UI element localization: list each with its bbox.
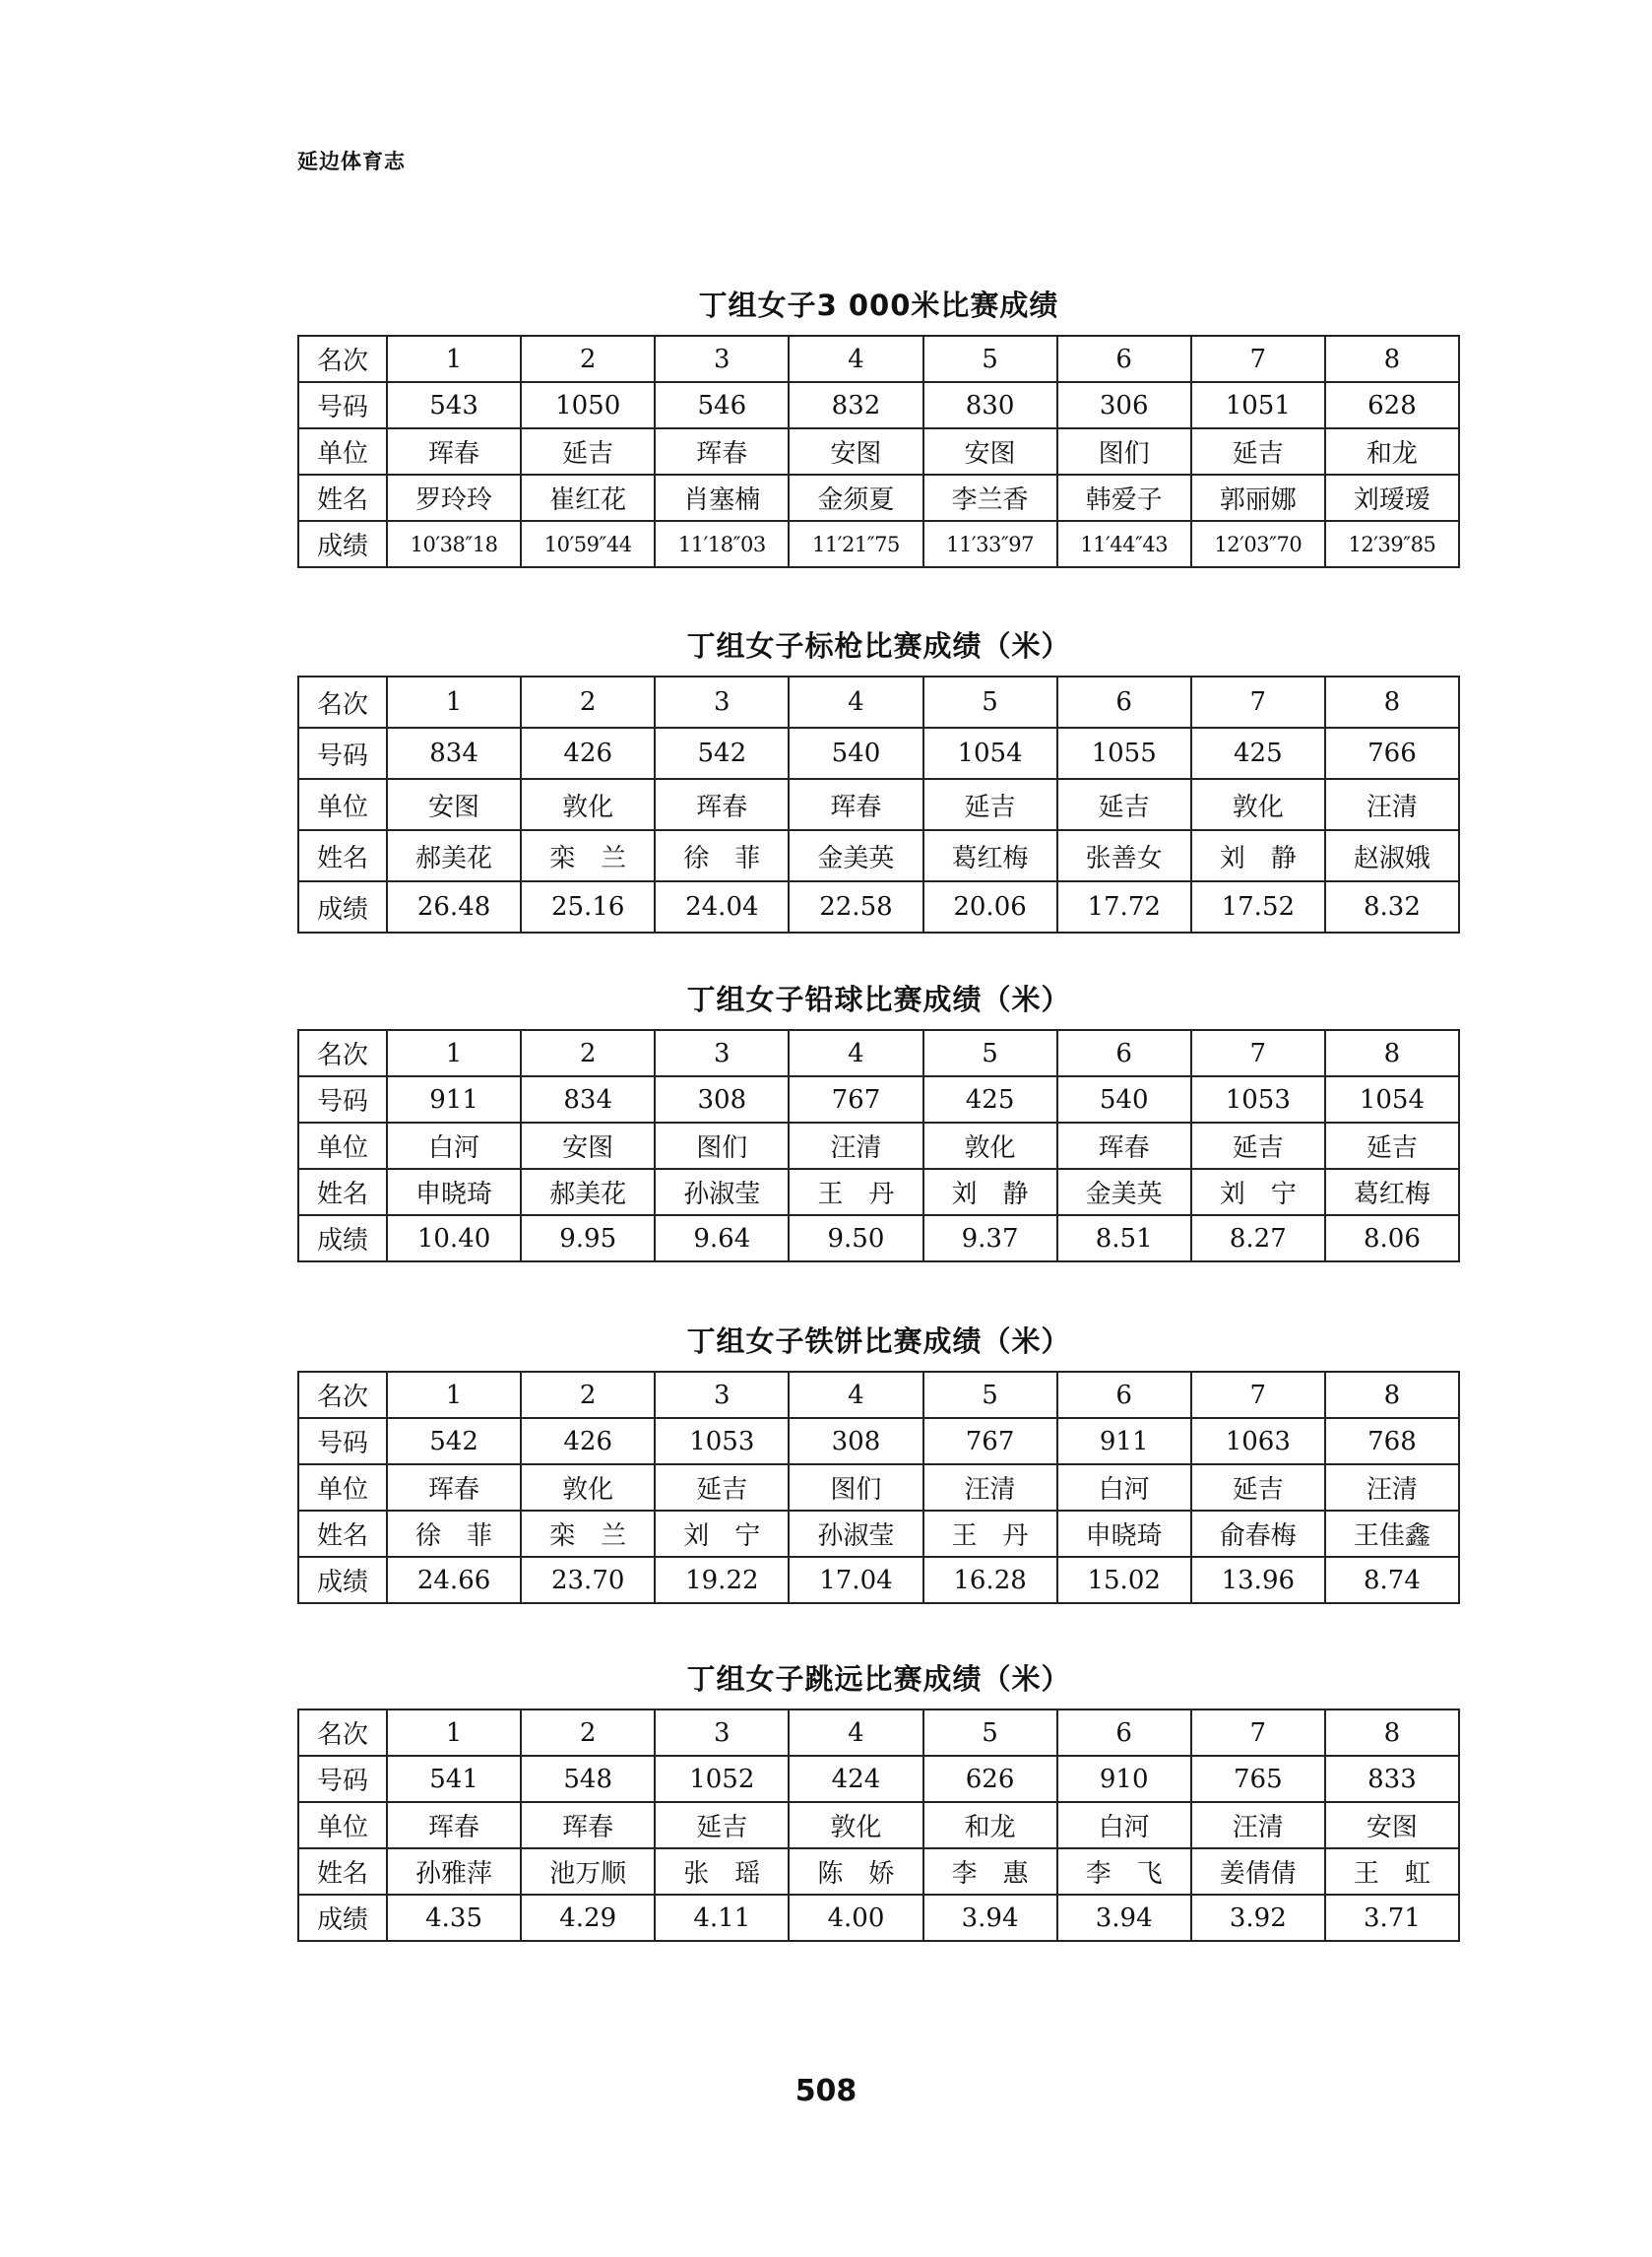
unit-cell: 延吉 bbox=[1191, 428, 1325, 475]
unit-cell: 珲春 bbox=[387, 1464, 521, 1511]
result-cell: 26.48 bbox=[387, 881, 521, 933]
number-cell: 540 bbox=[1057, 1076, 1191, 1123]
unit-cell: 延吉 bbox=[1057, 779, 1191, 830]
row-label-unit: 单位 bbox=[298, 1802, 387, 1848]
number-cell: 1050 bbox=[521, 382, 655, 428]
number-row bbox=[298, 1076, 1459, 1123]
name-cell: 崔红花 bbox=[521, 475, 655, 521]
result-cell: 3.71 bbox=[1325, 1895, 1459, 1941]
unit-cell: 敦化 bbox=[1191, 779, 1325, 830]
result-cell: 9.95 bbox=[521, 1215, 655, 1261]
result-row bbox=[298, 1895, 1459, 1941]
number-cell: 425 bbox=[923, 1076, 1057, 1123]
name-cell: 赵淑娥 bbox=[1325, 830, 1459, 881]
rank-cell: 5 bbox=[923, 336, 1057, 382]
name-cell: 张 瑶 bbox=[655, 1848, 789, 1895]
unit-cell: 汪清 bbox=[1191, 1802, 1325, 1848]
row-label-name: 姓名 bbox=[298, 1169, 387, 1215]
rank-cell: 3 bbox=[655, 1372, 789, 1418]
row-label-number: 号码 bbox=[298, 1076, 387, 1123]
section-shot-put bbox=[297, 980, 1460, 1262]
rank-cell: 7 bbox=[1191, 677, 1325, 728]
number-cell: 833 bbox=[1325, 1756, 1459, 1802]
rank-cell: 8 bbox=[1325, 336, 1459, 382]
name-cell: 金须夏 bbox=[789, 475, 922, 521]
result-cell: 12′03″70 bbox=[1191, 521, 1325, 567]
section-title: 丁组女子标枪比赛成绩（米） bbox=[686, 629, 1071, 663]
result-row bbox=[298, 1557, 1459, 1603]
name-cell: 郝美花 bbox=[521, 1169, 655, 1215]
result-cell: 4.29 bbox=[521, 1895, 655, 1941]
rank-cell: 8 bbox=[1325, 1030, 1459, 1076]
rank-cell: 1 bbox=[387, 336, 521, 382]
rank-cell: 1 bbox=[387, 1372, 521, 1418]
number-cell: 765 bbox=[1191, 1756, 1325, 1802]
name-cell: 徐 菲 bbox=[387, 1511, 521, 1557]
name-cell: 申晓琦 bbox=[1057, 1511, 1191, 1557]
unit-cell: 珲春 bbox=[655, 779, 789, 830]
unit-cell: 安图 bbox=[923, 428, 1057, 475]
unit-cell: 延吉 bbox=[655, 1802, 789, 1848]
number-row bbox=[298, 1756, 1459, 1802]
number-cell: 1055 bbox=[1057, 728, 1191, 779]
name-cell: 徐 菲 bbox=[655, 830, 789, 881]
row-label-unit: 单位 bbox=[298, 1464, 387, 1511]
unit-cell: 安图 bbox=[789, 428, 922, 475]
row-label-result: 成绩 bbox=[298, 521, 387, 567]
rank-cell: 5 bbox=[923, 1709, 1057, 1756]
name-cell: 郭丽娜 bbox=[1191, 475, 1325, 521]
name-row bbox=[298, 830, 1459, 881]
result-cell: 9.64 bbox=[655, 1215, 789, 1261]
name-cell: 罗玲玲 bbox=[387, 475, 521, 521]
row-label-rank: 名次 bbox=[298, 1372, 387, 1418]
number-cell: 306 bbox=[1057, 382, 1191, 428]
result-row bbox=[298, 521, 1459, 567]
result-cell: 11′21″75 bbox=[789, 521, 922, 567]
rank-cell: 8 bbox=[1325, 1372, 1459, 1418]
rank-row bbox=[298, 1030, 1459, 1076]
row-label-rank: 名次 bbox=[298, 677, 387, 728]
result-cell: 17.52 bbox=[1191, 881, 1325, 933]
name-cell: 王 虹 bbox=[1325, 1848, 1459, 1895]
unit-row bbox=[298, 428, 1459, 475]
rank-cell: 8 bbox=[1325, 677, 1459, 728]
unit-cell: 和龙 bbox=[923, 1802, 1057, 1848]
row-label-name: 姓名 bbox=[298, 830, 387, 881]
number-cell: 425 bbox=[1191, 728, 1325, 779]
unit-cell: 图们 bbox=[655, 1123, 789, 1169]
number-cell: 548 bbox=[521, 1756, 655, 1802]
name-cell: 刘 宁 bbox=[655, 1511, 789, 1557]
unit-cell: 汪清 bbox=[1325, 1464, 1459, 1511]
rank-cell: 6 bbox=[1057, 336, 1191, 382]
number-row bbox=[298, 382, 1459, 428]
unit-cell: 延吉 bbox=[1191, 1123, 1325, 1169]
number-cell: 1063 bbox=[1191, 1418, 1325, 1464]
result-cell: 20.06 bbox=[923, 881, 1057, 933]
number-cell: 308 bbox=[789, 1418, 922, 1464]
rank-cell: 3 bbox=[655, 1030, 789, 1076]
rank-cell: 6 bbox=[1057, 1709, 1191, 1756]
result-cell: 4.00 bbox=[789, 1895, 922, 1941]
section-3000m bbox=[297, 286, 1460, 568]
name-row bbox=[298, 1169, 1459, 1215]
rank-row bbox=[298, 336, 1459, 382]
name-row bbox=[298, 1848, 1459, 1895]
row-label-rank: 名次 bbox=[298, 336, 387, 382]
result-cell: 23.70 bbox=[521, 1557, 655, 1603]
name-cell: 王 丹 bbox=[923, 1511, 1057, 1557]
number-cell: 1053 bbox=[655, 1418, 789, 1464]
unit-cell: 延吉 bbox=[923, 779, 1057, 830]
number-cell: 542 bbox=[387, 1418, 521, 1464]
number-cell: 1052 bbox=[655, 1756, 789, 1802]
section-title: 丁组女子铅球比赛成绩（米） bbox=[686, 983, 1071, 1016]
name-cell: 刘 静 bbox=[1191, 830, 1325, 881]
rank-cell: 7 bbox=[1191, 336, 1325, 382]
unit-cell: 汪清 bbox=[1325, 779, 1459, 830]
name-cell: 孙雅萍 bbox=[387, 1848, 521, 1895]
unit-cell: 延吉 bbox=[1191, 1464, 1325, 1511]
rank-cell: 7 bbox=[1191, 1709, 1325, 1756]
number-cell: 1051 bbox=[1191, 382, 1325, 428]
unit-cell: 延吉 bbox=[1325, 1123, 1459, 1169]
name-cell: 陈 娇 bbox=[789, 1848, 922, 1895]
unit-row bbox=[298, 1802, 1459, 1848]
result-cell: 8.27 bbox=[1191, 1215, 1325, 1261]
results-table bbox=[297, 676, 1460, 934]
result-row bbox=[298, 1215, 1459, 1261]
number-cell: 766 bbox=[1325, 728, 1459, 779]
name-cell: 王 丹 bbox=[789, 1169, 922, 1215]
number-cell: 1054 bbox=[923, 728, 1057, 779]
row-label-result: 成绩 bbox=[298, 881, 387, 933]
unit-row bbox=[298, 1464, 1459, 1511]
result-cell: 3.94 bbox=[923, 1895, 1057, 1941]
section-title: 丁组女子铁饼比赛成绩（米） bbox=[686, 1324, 1071, 1358]
rank-cell: 1 bbox=[387, 677, 521, 728]
result-cell: 8.06 bbox=[1325, 1215, 1459, 1261]
result-cell: 11′33″97 bbox=[923, 521, 1057, 567]
name-cell: 孙淑莹 bbox=[655, 1169, 789, 1215]
unit-cell: 汪清 bbox=[923, 1464, 1057, 1511]
result-cell: 9.50 bbox=[789, 1215, 922, 1261]
result-cell: 13.96 bbox=[1191, 1557, 1325, 1603]
unit-cell: 敦化 bbox=[521, 1464, 655, 1511]
rank-cell: 5 bbox=[923, 1372, 1057, 1418]
result-cell: 15.02 bbox=[1057, 1557, 1191, 1603]
result-cell: 19.22 bbox=[655, 1557, 789, 1603]
unit-cell: 珲春 bbox=[655, 428, 789, 475]
row-label-number: 号码 bbox=[298, 1418, 387, 1464]
result-cell: 4.11 bbox=[655, 1895, 789, 1941]
unit-cell: 和龙 bbox=[1325, 428, 1459, 475]
rank-cell: 2 bbox=[521, 1372, 655, 1418]
name-cell: 李 惠 bbox=[923, 1848, 1057, 1895]
row-label-name: 姓名 bbox=[298, 475, 387, 521]
number-cell: 834 bbox=[521, 1076, 655, 1123]
rank-cell: 5 bbox=[923, 677, 1057, 728]
name-cell: 葛红梅 bbox=[923, 830, 1057, 881]
rank-cell: 2 bbox=[521, 1030, 655, 1076]
result-cell: 4.35 bbox=[387, 1895, 521, 1941]
number-row bbox=[298, 1418, 1459, 1464]
name-cell: 李 飞 bbox=[1057, 1848, 1191, 1895]
result-cell: 8.51 bbox=[1057, 1215, 1191, 1261]
unit-cell: 白河 bbox=[1057, 1464, 1191, 1511]
row-label-result: 成绩 bbox=[298, 1557, 387, 1603]
unit-cell: 汪清 bbox=[789, 1123, 922, 1169]
results-table bbox=[297, 335, 1460, 568]
name-row bbox=[298, 475, 1459, 521]
rank-row bbox=[298, 1372, 1459, 1418]
number-cell: 767 bbox=[789, 1076, 922, 1123]
rank-cell: 4 bbox=[789, 1372, 922, 1418]
name-cell: 金美英 bbox=[789, 830, 922, 881]
result-cell: 22.58 bbox=[789, 881, 922, 933]
section-title: 丁组女子跳远比赛成绩（米） bbox=[686, 1662, 1071, 1696]
unit-cell: 敦化 bbox=[521, 779, 655, 830]
result-cell: 3.94 bbox=[1057, 1895, 1191, 1941]
unit-row bbox=[298, 779, 1459, 830]
section-title: 丁组女子3 000米比赛成绩 bbox=[698, 289, 1059, 322]
unit-cell: 安图 bbox=[521, 1123, 655, 1169]
name-cell: 韩爱子 bbox=[1057, 475, 1191, 521]
number-cell: 767 bbox=[923, 1418, 1057, 1464]
number-cell: 540 bbox=[789, 728, 922, 779]
number-cell: 832 bbox=[789, 382, 922, 428]
row-label-unit: 单位 bbox=[298, 1123, 387, 1169]
section-discus bbox=[297, 1322, 1460, 1604]
row-label-number: 号码 bbox=[298, 1756, 387, 1802]
number-cell: 426 bbox=[521, 1418, 655, 1464]
result-cell: 17.04 bbox=[789, 1557, 922, 1603]
number-cell: 1053 bbox=[1191, 1076, 1325, 1123]
section-long-jump bbox=[297, 1659, 1460, 1942]
rank-cell: 3 bbox=[655, 1709, 789, 1756]
name-cell: 李兰香 bbox=[923, 475, 1057, 521]
rank-cell: 4 bbox=[789, 1709, 922, 1756]
rank-cell: 2 bbox=[521, 677, 655, 728]
name-cell: 栾 兰 bbox=[521, 830, 655, 881]
unit-cell: 珲春 bbox=[521, 1802, 655, 1848]
rank-cell: 6 bbox=[1057, 1030, 1191, 1076]
result-cell: 17.72 bbox=[1057, 881, 1191, 933]
name-cell: 郝美花 bbox=[387, 830, 521, 881]
rank-cell: 4 bbox=[789, 336, 922, 382]
row-label-result: 成绩 bbox=[298, 1215, 387, 1261]
rank-cell: 3 bbox=[655, 336, 789, 382]
name-cell: 葛红梅 bbox=[1325, 1169, 1459, 1215]
number-cell: 911 bbox=[1057, 1418, 1191, 1464]
name-cell: 栾 兰 bbox=[521, 1511, 655, 1557]
result-cell: 16.28 bbox=[923, 1557, 1057, 1603]
row-label-rank: 名次 bbox=[298, 1709, 387, 1756]
unit-cell: 珲春 bbox=[387, 428, 521, 475]
results-table bbox=[297, 1709, 1460, 1942]
page-number: 508 bbox=[794, 2074, 858, 2108]
number-cell: 830 bbox=[923, 382, 1057, 428]
number-cell: 542 bbox=[655, 728, 789, 779]
result-cell: 8.32 bbox=[1325, 881, 1459, 933]
row-label-unit: 单位 bbox=[298, 428, 387, 475]
row-label-name: 姓名 bbox=[298, 1848, 387, 1895]
row-label-name: 姓名 bbox=[298, 1511, 387, 1557]
row-label-rank: 名次 bbox=[298, 1030, 387, 1076]
number-cell: 768 bbox=[1325, 1418, 1459, 1464]
result-cell: 10′38″18 bbox=[387, 521, 521, 567]
rank-cell: 2 bbox=[521, 336, 655, 382]
unit-cell: 图们 bbox=[1057, 428, 1191, 475]
rank-cell: 6 bbox=[1057, 677, 1191, 728]
name-cell: 刘瑷瑷 bbox=[1325, 475, 1459, 521]
result-cell: 12′39″85 bbox=[1325, 521, 1459, 567]
rank-cell: 1 bbox=[387, 1030, 521, 1076]
number-cell: 308 bbox=[655, 1076, 789, 1123]
unit-cell: 安图 bbox=[1325, 1802, 1459, 1848]
number-cell: 546 bbox=[655, 382, 789, 428]
number-cell: 424 bbox=[789, 1756, 922, 1802]
unit-cell: 珲春 bbox=[387, 1802, 521, 1848]
number-row bbox=[298, 728, 1459, 779]
rank-cell: 6 bbox=[1057, 1372, 1191, 1418]
result-row bbox=[298, 881, 1459, 933]
rank-cell: 7 bbox=[1191, 1372, 1325, 1418]
number-cell: 426 bbox=[521, 728, 655, 779]
result-cell: 24.66 bbox=[387, 1557, 521, 1603]
name-cell: 池万顺 bbox=[521, 1848, 655, 1895]
name-cell: 孙淑莹 bbox=[789, 1511, 922, 1557]
running-head: 延边体育志 bbox=[297, 150, 406, 173]
number-cell: 911 bbox=[387, 1076, 521, 1123]
unit-cell: 延吉 bbox=[521, 428, 655, 475]
number-cell: 543 bbox=[387, 382, 521, 428]
rank-row bbox=[298, 1709, 1459, 1756]
rank-cell: 3 bbox=[655, 677, 789, 728]
number-cell: 1054 bbox=[1325, 1076, 1459, 1123]
section-javelin bbox=[297, 626, 1460, 934]
name-cell: 申晓琦 bbox=[387, 1169, 521, 1215]
unit-cell: 白河 bbox=[1057, 1802, 1191, 1848]
rank-cell: 4 bbox=[789, 677, 922, 728]
name-cell: 王佳鑫 bbox=[1325, 1511, 1459, 1557]
result-cell: 25.16 bbox=[521, 881, 655, 933]
unit-cell: 敦化 bbox=[923, 1123, 1057, 1169]
result-cell: 11′18″03 bbox=[655, 521, 789, 567]
rank-cell: 4 bbox=[789, 1030, 922, 1076]
unit-cell: 延吉 bbox=[655, 1464, 789, 1511]
result-cell: 10′59″44 bbox=[521, 521, 655, 567]
name-cell: 俞春梅 bbox=[1191, 1511, 1325, 1557]
unit-cell: 珲春 bbox=[1057, 1123, 1191, 1169]
name-cell: 肖塞楠 bbox=[655, 475, 789, 521]
row-label-number: 号码 bbox=[298, 728, 387, 779]
number-cell: 910 bbox=[1057, 1756, 1191, 1802]
rank-cell: 1 bbox=[387, 1709, 521, 1756]
row-label-number: 号码 bbox=[298, 382, 387, 428]
rank-row bbox=[298, 677, 1459, 728]
results-table bbox=[297, 1371, 1460, 1604]
row-label-result: 成绩 bbox=[298, 1895, 387, 1941]
results-table bbox=[297, 1029, 1460, 1262]
name-cell: 刘 宁 bbox=[1191, 1169, 1325, 1215]
rank-cell: 5 bbox=[923, 1030, 1057, 1076]
name-cell: 金美英 bbox=[1057, 1169, 1191, 1215]
name-cell: 姜倩倩 bbox=[1191, 1848, 1325, 1895]
unit-cell: 敦化 bbox=[789, 1802, 922, 1848]
unit-cell: 图们 bbox=[789, 1464, 922, 1511]
number-cell: 628 bbox=[1325, 382, 1459, 428]
result-cell: 8.74 bbox=[1325, 1557, 1459, 1603]
rank-cell: 2 bbox=[521, 1709, 655, 1756]
result-cell: 24.04 bbox=[655, 881, 789, 933]
result-cell: 3.92 bbox=[1191, 1895, 1325, 1941]
unit-row bbox=[298, 1123, 1459, 1169]
number-cell: 541 bbox=[387, 1756, 521, 1802]
result-cell: 11′44″43 bbox=[1057, 521, 1191, 567]
rank-cell: 8 bbox=[1325, 1709, 1459, 1756]
unit-cell: 珲春 bbox=[789, 779, 922, 830]
name-cell: 刘 静 bbox=[923, 1169, 1057, 1215]
row-label-unit: 单位 bbox=[298, 779, 387, 830]
number-cell: 834 bbox=[387, 728, 521, 779]
name-cell: 张善女 bbox=[1057, 830, 1191, 881]
number-cell: 626 bbox=[923, 1756, 1057, 1802]
unit-cell: 安图 bbox=[387, 779, 521, 830]
rank-cell: 7 bbox=[1191, 1030, 1325, 1076]
result-cell: 10.40 bbox=[387, 1215, 521, 1261]
unit-cell: 白河 bbox=[387, 1123, 521, 1169]
result-cell: 9.37 bbox=[923, 1215, 1057, 1261]
name-row bbox=[298, 1511, 1459, 1557]
